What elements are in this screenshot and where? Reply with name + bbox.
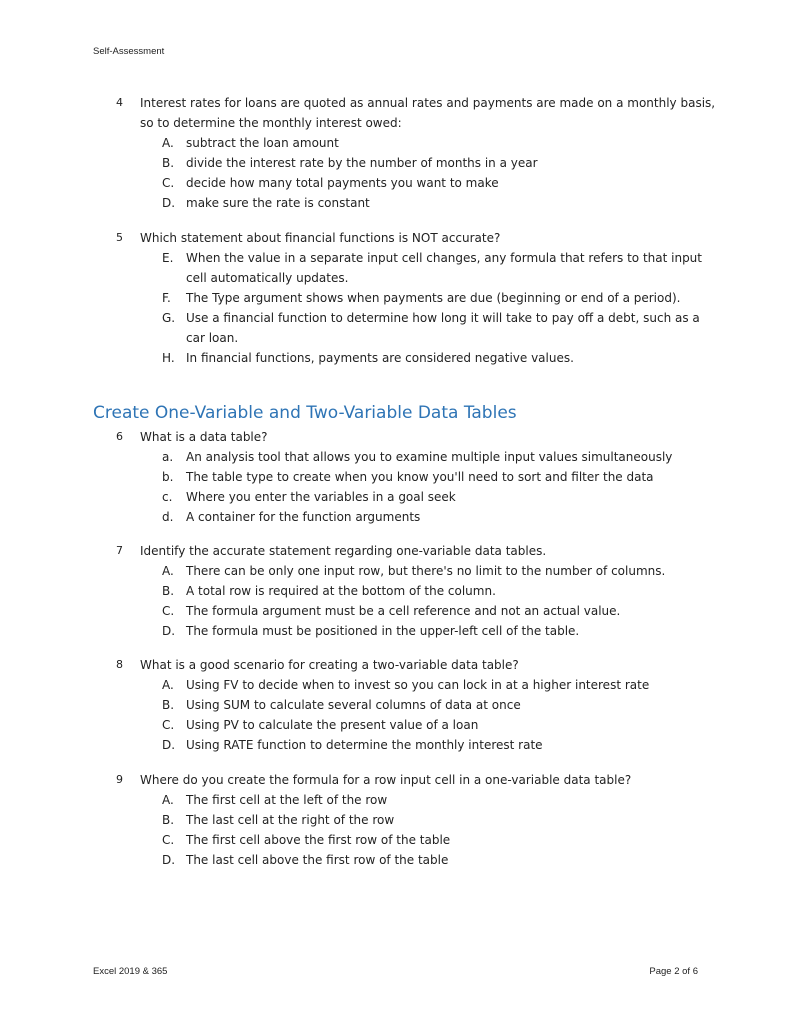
option-text: The formula argument must be a cell reference and not an actual value. — [186, 604, 621, 618]
option-letter: C. — [162, 176, 175, 190]
option-letter: C. — [162, 833, 175, 847]
option-letter: C. — [162, 718, 175, 732]
question-8 — [116, 655, 716, 755]
option-d — [160, 735, 716, 755]
option-letter: D. — [162, 853, 176, 867]
option-text: decide how many total payments you want to make — [186, 176, 499, 190]
question-9 — [116, 770, 716, 870]
question-number: 8 — [116, 658, 123, 671]
option-a — [160, 790, 716, 810]
option-h — [160, 348, 716, 368]
option-letter: a. — [162, 450, 174, 464]
option-letter: c. — [162, 490, 173, 504]
option-text: An analysis tool that allows you to examine multiple input values simultaneously — [186, 450, 673, 464]
option-letter: A. — [162, 564, 174, 578]
question-stem: Identify the accurate statement regarding one-variable data tables. — [140, 544, 547, 558]
option-text: The Type argument shows when payments are due (beginning or end of a period). — [186, 291, 681, 305]
question-6 — [116, 427, 716, 527]
option-letter: C. — [162, 604, 175, 618]
section-heading: Create One-Variable and Two-Variable Data Tables — [93, 403, 517, 423]
option-letter: D. — [162, 738, 176, 752]
option-text: The last cell at the right of the row — [186, 813, 395, 827]
option-text: A container for the function arguments — [186, 510, 421, 524]
option-text: divide the interest rate by the number of months in a year — [186, 156, 538, 170]
option-f — [160, 288, 716, 308]
option-letter: A. — [162, 678, 174, 692]
options-list — [160, 248, 716, 368]
option-letter: D. — [162, 624, 176, 638]
question-stem: Which statement about financial functions is NOT accurate? — [140, 231, 501, 245]
option-c — [160, 830, 716, 850]
option-b — [160, 695, 716, 715]
options-list — [160, 447, 716, 527]
option-d — [160, 193, 716, 213]
option-text: Using SUM to calculate several columns of data at once — [186, 698, 521, 712]
option-letter: B. — [162, 813, 175, 827]
question-stem: What is a good scenario for creating a two-variable data table? — [140, 658, 519, 672]
options-list — [160, 790, 716, 870]
option-g — [160, 308, 716, 348]
option-letter: B. — [162, 156, 175, 170]
option-letter: H. — [162, 351, 175, 365]
option-text: There can be only one input row, but there's no limit to the number of columns. — [186, 564, 666, 578]
question-5 — [116, 228, 716, 368]
option-text: The formula must be positioned in the upper-left cell of the table. — [186, 624, 580, 638]
question-4 — [116, 93, 716, 213]
option-letter: G. — [162, 311, 176, 325]
option-letter: A. — [162, 793, 174, 807]
option-letter: B. — [162, 698, 175, 712]
options-list — [160, 675, 716, 755]
page-header: Self-Assessment — [93, 46, 165, 57]
option-text: The first cell at the left of the row — [186, 793, 388, 807]
option-b — [160, 153, 716, 173]
question-stem: What is a data table? — [140, 430, 268, 444]
option-a — [160, 561, 716, 581]
option-c — [160, 173, 716, 193]
option-text: The last cell above the first row of the table — [186, 853, 449, 867]
option-letter: A. — [162, 136, 174, 150]
footer-page-number: Page 2 of 6 — [649, 966, 698, 977]
option-text: When the value in a separate input cell changes, any formula that refers to that input cell automatically updates. — [186, 251, 702, 285]
option-d — [160, 507, 716, 527]
option-a — [160, 675, 716, 695]
options-list — [160, 133, 716, 213]
option-text: subtract the loan amount — [186, 136, 339, 150]
option-b — [160, 467, 716, 487]
question-number: 5 — [116, 231, 123, 244]
option-text: Using PV to calculate the present value of a loan — [186, 718, 479, 732]
option-letter: F. — [162, 291, 171, 305]
option-letter: E. — [162, 251, 174, 265]
option-b — [160, 581, 716, 601]
option-text: Where you enter the variables in a goal seek — [186, 490, 456, 504]
option-text: In financial functions, payments are considered negative values. — [186, 351, 574, 365]
option-text: Use a financial function to determine how long it will take to pay off a debt, such as a car loan. — [186, 311, 700, 345]
question-number: 7 — [116, 544, 123, 557]
option-text: Using RATE function to determine the monthly interest rate — [186, 738, 543, 752]
option-text: The first cell above the first row of the table — [186, 833, 451, 847]
options-list — [160, 561, 716, 641]
option-text: Using FV to decide when to invest so you can lock in at a higher interest rate — [186, 678, 650, 692]
option-c — [160, 715, 716, 735]
option-a — [160, 447, 716, 467]
option-a — [160, 133, 716, 153]
option-text: The table type to create when you know you'll need to sort and filter the data — [186, 470, 654, 484]
question-number: 4 — [116, 96, 123, 109]
question-number: 9 — [116, 773, 123, 786]
option-text: make sure the rate is constant — [186, 196, 370, 210]
option-letter: b. — [162, 470, 174, 484]
option-c — [160, 601, 716, 621]
option-d — [160, 621, 716, 641]
option-letter: D. — [162, 196, 176, 210]
option-text: A total row is required at the bottom of the column. — [186, 584, 496, 598]
option-e — [160, 248, 716, 288]
option-d — [160, 850, 716, 870]
option-letter: B. — [162, 584, 175, 598]
question-7 — [116, 541, 716, 641]
footer-product: Excel 2019 & 365 — [93, 966, 168, 977]
option-c — [160, 487, 716, 507]
question-number: 6 — [116, 430, 123, 443]
question-stem: Where do you create the formula for a row input cell in a one-variable data table? — [140, 773, 632, 787]
option-letter: d. — [162, 510, 174, 524]
option-b — [160, 810, 716, 830]
question-stem: Interest rates for loans are quoted as annual rates and payments are made on a monthly basis, so to determine the monthly interest owed: — [140, 96, 716, 130]
